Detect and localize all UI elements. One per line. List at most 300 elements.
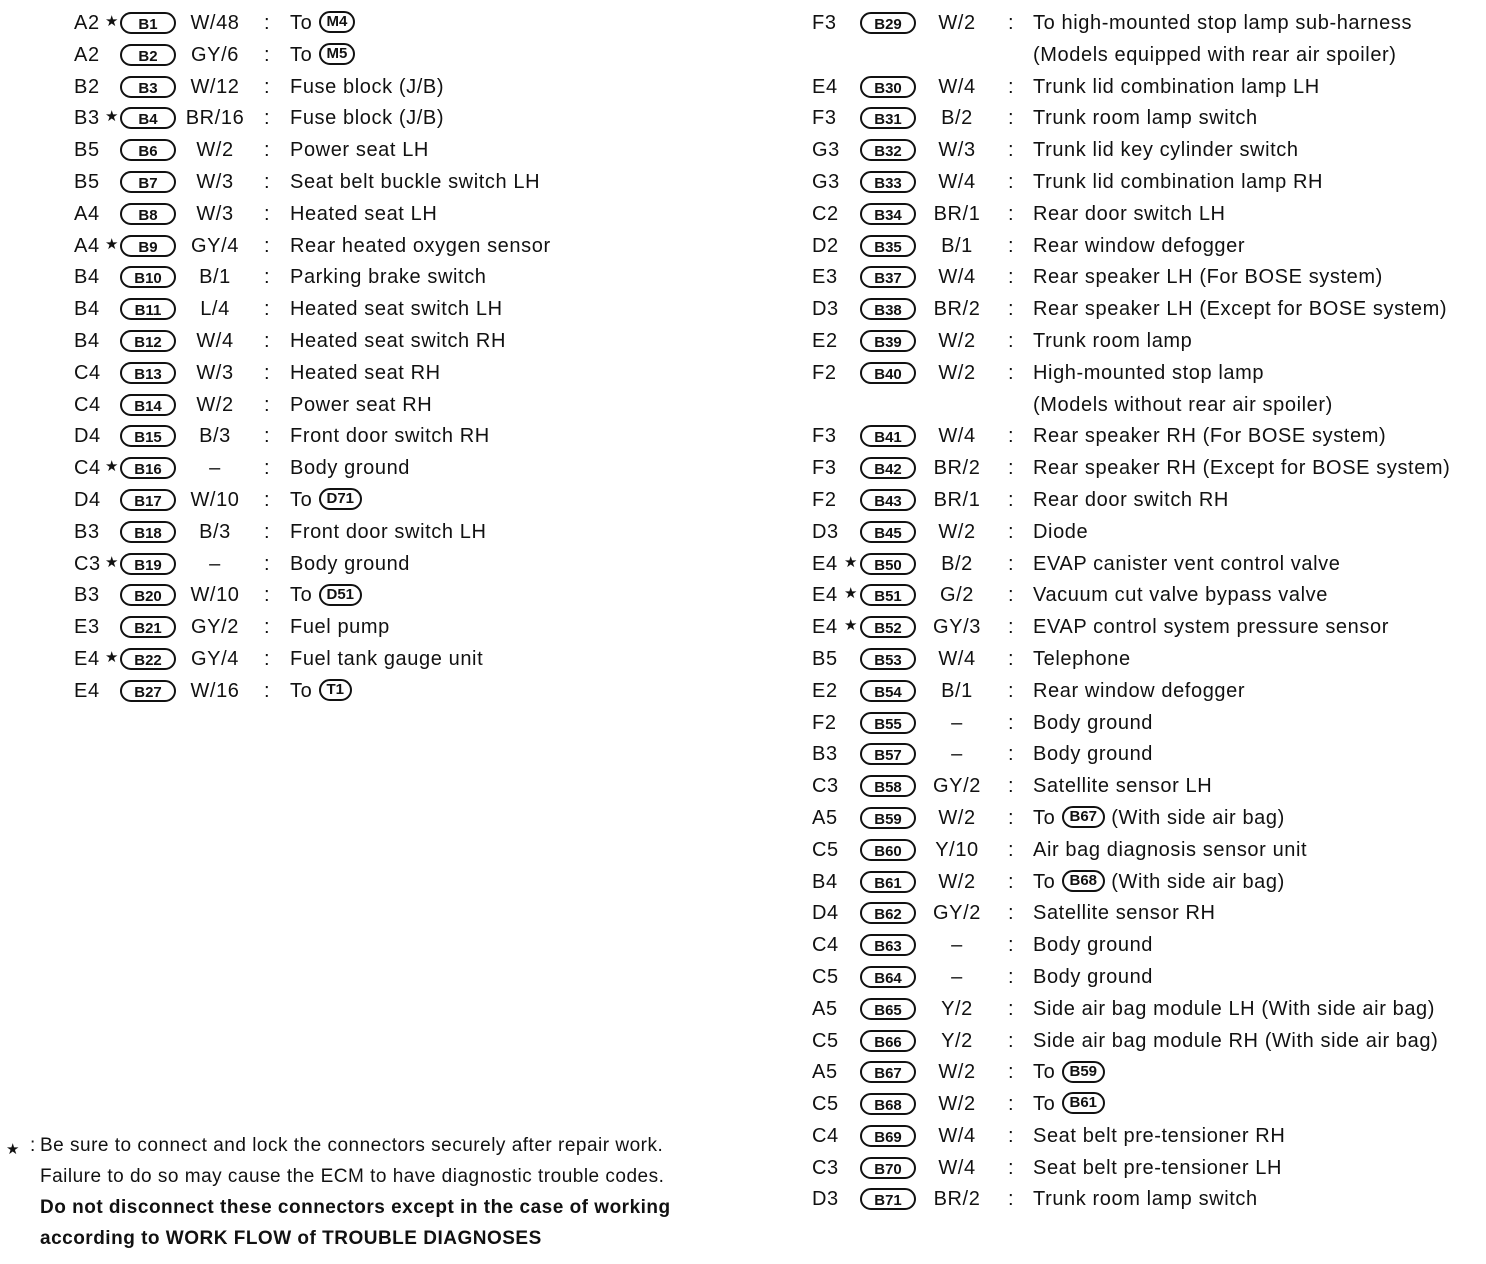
description-text: To [290,584,313,607]
description-text: Air bag diagnosis sensor unit [1033,838,1308,861]
connector-description [290,203,437,226]
wire-spec: W/3 [196,170,234,193]
star-icon: ★ [105,235,120,253]
connector-description [1033,1061,1105,1084]
connector-badge: B27 [120,680,176,702]
connector-badge: B68 [860,1093,916,1115]
separator-colon: : [1008,425,1015,448]
connector-description [1033,330,1192,353]
connector-badge: B70 [860,1157,916,1179]
connector-badge: B37 [860,266,916,288]
connector-row [812,1056,1486,1088]
separator-colon: : [1008,1093,1015,1116]
connector-description [290,616,390,639]
connector-badge: B52 [860,616,916,638]
grid-location: C4 [812,934,839,957]
connector-row [812,102,1486,134]
wire-spec: W/4 [196,329,234,352]
footnote [6,1130,776,1254]
grid-location: B5 [74,170,100,193]
connector-description [290,457,410,480]
wire-spec: – [951,711,963,734]
grid-location: C4 [812,1124,839,1147]
connector-badge: B65 [860,998,916,1020]
description-text: Seat belt buckle switch LH [290,170,541,193]
wire-spec: GY/4 [191,234,239,257]
description-text: Rear speaker LH (For BOSE system) [1033,266,1383,289]
separator-colon: : [1008,775,1015,798]
wire-spec: GY/4 [191,647,239,670]
wire-spec: W/12 [190,75,240,98]
connector-description [1033,457,1450,480]
grid-location: C5 [812,1029,839,1052]
description-text: Fuel tank gauge unit [290,647,484,670]
grid-location: E4 [812,584,838,607]
wire-spec: W/2 [938,806,976,829]
separator-colon: : [1008,552,1015,575]
description-text: Satellite sensor LH [1033,775,1213,798]
connector-badge: B50 [860,553,916,575]
connector-badge: B8 [120,203,176,225]
connector-badge: B17 [120,489,176,511]
description-text: Fuel pump [290,616,390,639]
separator-colon: : [1008,934,1015,957]
separator-colon: : [1008,488,1015,511]
connector-description [290,12,355,35]
grid-location: B4 [74,298,100,321]
separator-colon: : [1008,616,1015,639]
connector-row [812,548,1486,580]
grid-location: F3 [812,457,837,480]
grid-location: E2 [812,679,838,702]
wire-spec: GY/2 [933,902,981,925]
connector-description [1033,44,1397,67]
footnote-star-icon: ★ [6,1141,20,1158]
connector-row-continuation [812,39,1486,71]
reference-connector-badge: M5 [319,43,356,65]
description-text: Vacuum cut valve bypass valve [1033,584,1328,607]
wire-spec: W/4 [938,170,976,193]
connector-row [812,738,1486,770]
connector-row [812,993,1486,1025]
description-text: (Models equipped with rear air spoiler) [1033,43,1397,66]
description-text: To [1033,806,1056,829]
wire-spec: W/4 [938,75,976,98]
description-text: To [290,679,313,702]
grid-location: F3 [812,107,837,130]
connector-row [812,71,1486,103]
grid-location: E2 [812,329,838,352]
connector-description [1033,712,1153,735]
description-text: Front door switch LH [290,520,487,543]
separator-colon: : [1008,997,1015,1020]
wire-spec: B/3 [199,425,231,448]
grid-location: C3 [74,552,101,575]
connector-row [812,1183,1486,1215]
description-text: Body ground [290,457,411,480]
description-text: Front door switch RH [290,425,490,448]
description-text: To [1033,1093,1056,1116]
description-text: Trunk room lamp switch [1033,1188,1258,1211]
connector-row [74,389,674,421]
connector-row [74,484,674,516]
connector-badge: B14 [120,394,176,416]
connector-badge: B9 [120,235,176,257]
grid-location: B3 [812,743,838,766]
connector-row [812,325,1486,357]
connector-row [812,293,1486,325]
connector-description [290,425,490,448]
grid-location: C4 [74,361,101,384]
wire-spec: BR/16 [185,107,245,130]
wire-spec: W/4 [938,425,976,448]
connector-row [74,39,674,71]
grid-location: D4 [812,902,839,925]
connector-badge: B69 [860,1125,916,1147]
connector-description [1033,425,1386,448]
description-text: Side air bag module RH (With side air bag) [1033,1029,1439,1052]
description-text: Rear window defogger [1033,679,1246,702]
connector-description [1033,266,1383,289]
reference-connector-badge: B67 [1062,806,1106,828]
description-text: Trunk room lamp [1033,329,1193,352]
connector-description [1033,680,1245,703]
wire-spec: W/4 [938,1124,976,1147]
connector-description [290,235,551,258]
connector-description [1033,648,1131,671]
separator-colon: : [264,266,271,289]
separator-colon: : [1008,234,1015,257]
grid-location: C4 [74,457,101,480]
connector-description [290,44,355,67]
description-text: Body ground [1033,743,1154,766]
separator-colon: : [1008,711,1015,734]
separator-colon: : [1008,1188,1015,1211]
wire-spec: W/2 [938,1093,976,1116]
wire-spec: W/2 [938,12,976,34]
wire-spec: W/4 [938,1156,976,1179]
connector-description [1033,76,1320,99]
connector-description [1033,743,1153,766]
description-text: Heated seat RH [290,361,441,384]
connector-badge: B10 [120,266,176,288]
connector-row [74,516,674,548]
connector-row [812,1120,1486,1152]
grid-location: E4 [812,616,838,639]
connector-badge: B34 [860,203,916,225]
description-text: Rear speaker RH (For BOSE system) [1033,425,1387,448]
description-suffix: (With side air bag) [1111,806,1285,829]
connector-badge: B16 [120,457,176,479]
description-text: Fuse block (J/B) [290,75,445,98]
connector-row [812,707,1486,739]
grid-location: B3 [74,520,100,543]
wire-spec: W/2 [196,139,234,162]
separator-colon: : [1008,1061,1015,1084]
wire-spec: W/3 [196,202,234,225]
connector-badge: B29 [860,12,916,34]
connector-badge: B53 [860,648,916,670]
connector-badge: B22 [120,648,176,670]
description-text: Power seat LH [290,139,429,162]
connector-badge: B61 [860,871,916,893]
separator-colon: : [1008,584,1015,607]
separator-colon: : [264,43,271,66]
grid-location: A5 [812,1061,838,1084]
connector-badge: B66 [860,1030,916,1052]
connector-row [812,166,1486,198]
description-text: Body ground [1033,711,1154,734]
connector-badge: B58 [860,775,916,797]
connector-badge: B45 [860,521,916,543]
separator-colon: : [264,202,271,225]
separator-colon: : [264,552,271,575]
separator-colon: : [264,329,271,352]
connector-row [74,261,674,293]
grid-location: B4 [74,329,100,352]
wire-spec: – [951,743,963,766]
connector-row [812,7,1486,39]
connector-description [290,584,362,607]
reference-connector-badge: T1 [319,679,353,701]
grid-location: A5 [812,997,838,1020]
connector-badge: B54 [860,680,916,702]
description-text: Side air bag module LH (With side air bag) [1033,997,1436,1020]
connector-row [812,198,1486,230]
connector-row [812,230,1486,262]
separator-colon: : [1008,965,1015,988]
connector-badge: B19 [120,553,176,575]
grid-location: B2 [74,75,100,98]
wire-spec: – [951,965,963,988]
connector-description [1033,584,1328,607]
wire-spec: B/1 [941,234,973,257]
grid-location: D3 [812,1188,839,1211]
separator-colon: : [264,457,271,480]
connector-row-continuation [812,389,1486,421]
separator-colon: : [1008,520,1015,543]
wire-spec: – [209,552,221,575]
connector-description [1033,362,1264,385]
connector-badge: B3 [120,76,176,98]
connector-row [74,198,674,230]
description-text: EVAP control system pressure sensor [1033,616,1389,639]
grid-location: D4 [74,425,101,448]
separator-colon: : [1008,107,1015,130]
wire-spec: B/1 [941,679,973,702]
connector-badge: B1 [120,12,176,34]
grid-location: D2 [812,234,839,257]
star-icon: ★ [844,617,859,635]
connector-row [812,611,1486,643]
separator-colon: : [1008,202,1015,225]
connector-badge: B11 [120,298,176,320]
description-text: Body ground [1033,934,1154,957]
reference-connector-badge: B61 [1062,1092,1106,1114]
connector-description [1033,1030,1438,1053]
grid-location: B4 [74,266,100,289]
connector-description [1033,966,1153,989]
grid-location: B4 [812,870,838,893]
connector-badge: B18 [120,521,176,543]
connector-description [290,394,432,417]
grid-location: F2 [812,711,837,734]
description-text: Trunk lid combination lamp LH [1033,75,1320,98]
connector-badge: B6 [120,139,176,161]
wire-spec: BR/1 [933,202,981,225]
grid-location: B5 [74,139,100,162]
connector-description [290,139,429,162]
grid-location: C5 [812,965,839,988]
description-text: Rear door switch LH [1033,202,1226,225]
connector-badge: B67 [860,1061,916,1083]
grid-location: E4 [74,647,100,670]
connector-badge: B30 [860,76,916,98]
separator-colon: : [1008,743,1015,766]
grid-location: E3 [74,616,100,639]
connector-description [1033,616,1389,639]
grid-location: C2 [812,202,839,225]
connector-badge: B71 [860,1188,916,1210]
grid-location: F2 [812,488,837,511]
separator-colon: : [1008,1156,1015,1179]
grid-location: F2 [812,361,837,384]
connector-row [812,1088,1486,1120]
description-text: Fuse block (J/B) [290,107,445,130]
connector-description [1033,871,1285,894]
connector-row [74,548,674,580]
connector-description [1033,394,1333,417]
description-text: Rear door switch RH [1033,488,1229,511]
separator-colon: : [264,298,271,321]
separator-colon: : [1008,139,1015,162]
connector-description [1033,139,1299,162]
wire-spec: GY/6 [191,43,239,66]
grid-location: F3 [812,12,837,34]
description-text: Heated seat switch RH [290,329,507,352]
separator-colon: : [264,170,271,193]
separator-colon: : [264,584,271,607]
grid-location: E4 [812,552,838,575]
connector-badge: B63 [860,934,916,956]
connector-badge: B51 [860,584,916,606]
connector-description [290,330,506,353]
grid-location: A2 [74,43,100,66]
wire-spec: GY/2 [191,616,239,639]
footnote-colon: : [30,1135,36,1156]
description-text: Heated seat switch LH [290,298,503,321]
wire-spec: W/2 [938,361,976,384]
connector-description [1033,1125,1285,1148]
connector-description [290,76,444,99]
description-text: To [1033,1061,1056,1084]
description-text: High-mounted stop lamp [1033,361,1265,384]
grid-location: B3 [74,584,100,607]
grid-location: F3 [812,425,837,448]
connector-badge: B43 [860,489,916,511]
connector-row [74,452,674,484]
connector-description [290,298,503,321]
wire-spec: W/10 [190,488,240,511]
wire-spec: L/4 [200,298,230,321]
connector-badge: B21 [120,616,176,638]
description-suffix: (With side air bag) [1111,870,1285,893]
separator-colon: : [264,107,271,130]
wire-spec: W/4 [938,647,976,670]
connector-badge: B4 [120,107,176,129]
wire-spec: Y/2 [941,997,973,1020]
connector-badge: B13 [120,362,176,384]
connector-badge: B15 [120,425,176,447]
star-icon: ★ [105,648,120,666]
connector-badge: B64 [860,966,916,988]
star-icon: ★ [844,553,859,571]
separator-colon: : [264,75,271,98]
connector-description [1033,1188,1258,1211]
description-text: To [1033,870,1056,893]
separator-colon: : [1008,457,1015,480]
grid-location: C4 [74,393,101,416]
connector-badge: B38 [860,298,916,320]
connector-row [812,961,1486,993]
connector-badge: B35 [860,235,916,257]
connector-row [74,579,674,611]
connector-description [290,107,444,130]
connector-row [74,325,674,357]
connector-row [812,802,1486,834]
wire-spec: W/48 [190,12,240,34]
connector-description [1033,107,1258,130]
description-text: Body ground [1033,965,1154,988]
star-icon: ★ [844,585,859,603]
wire-spec: GY/2 [933,775,981,798]
grid-location: A5 [812,806,838,829]
connector-description [1033,12,1412,35]
separator-colon: : [1008,75,1015,98]
description-text: Rear speaker RH (Except for BOSE system) [1033,457,1451,480]
connector-row [74,166,674,198]
connector-row [812,452,1486,484]
description-text: Rear window defogger [1033,234,1246,257]
separator-colon: : [264,679,271,702]
connector-badge: B60 [860,839,916,861]
description-text: EVAP canister vent control valve [1033,552,1341,575]
connector-row [74,230,674,262]
wire-spec: W/16 [190,679,240,702]
separator-colon: : [1008,266,1015,289]
grid-location: B3 [74,107,100,130]
connector-row [74,420,674,452]
wire-spec: – [209,457,221,480]
footnote-line-1: Be sure to connect and lock the connectors securely after repair work. [40,1135,664,1156]
connector-row [812,134,1486,166]
connector-row [74,7,674,39]
connector-row [74,643,674,675]
separator-colon: : [1008,806,1015,829]
wire-spec: W/10 [190,584,240,607]
wire-spec: W/4 [938,266,976,289]
separator-colon: : [1008,902,1015,925]
separator-colon: : [264,425,271,448]
wire-spec: W/2 [938,329,976,352]
wire-spec: W/2 [196,393,234,416]
connector-badge: B55 [860,712,916,734]
connector-row [74,611,674,643]
separator-colon: : [1008,12,1015,34]
connector-row [812,1025,1486,1057]
connector-row [74,293,674,325]
wire-spec: GY/3 [933,616,981,639]
